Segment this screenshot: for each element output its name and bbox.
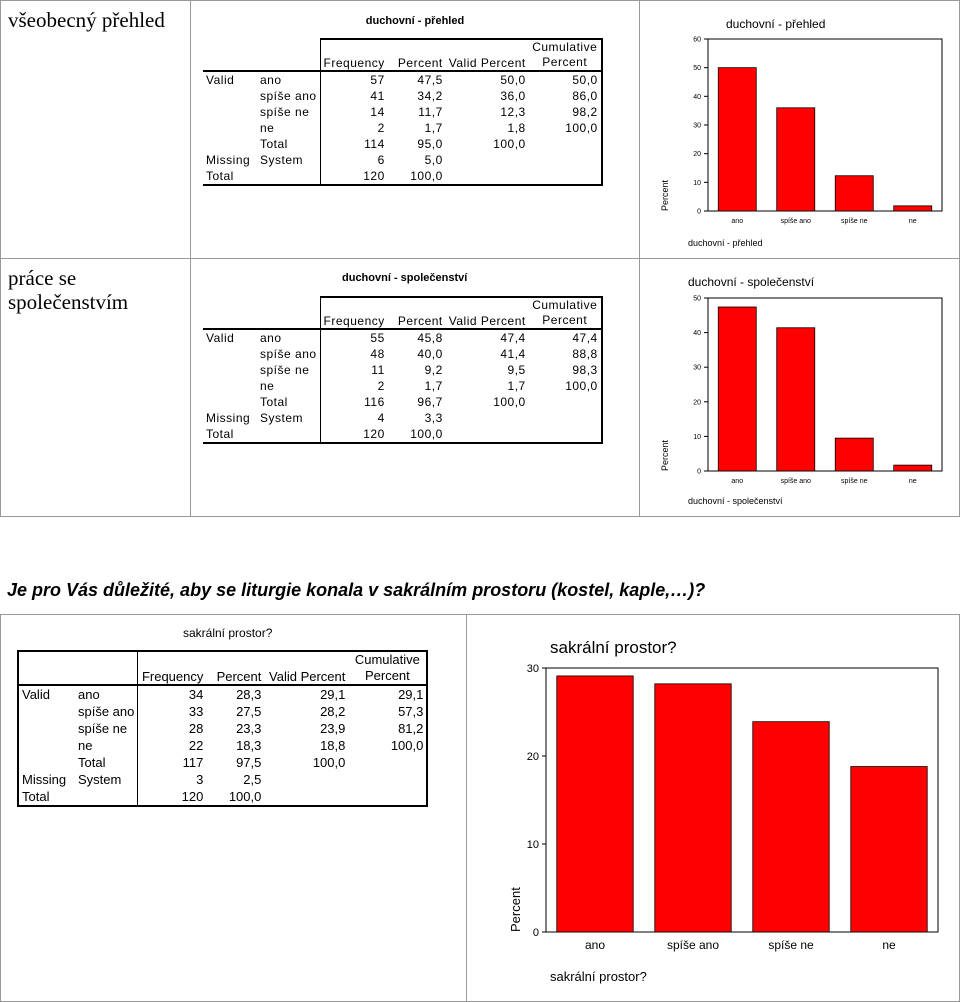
bar <box>655 684 731 932</box>
table-cell <box>264 788 348 806</box>
grid-line <box>0 0 960 1</box>
table-cell <box>348 788 427 806</box>
table-cell: System <box>257 152 320 168</box>
cumulative-line: Percent <box>542 55 588 69</box>
x-category-label: ano <box>584 938 606 952</box>
table-cell: ne <box>257 120 320 136</box>
table-cell <box>18 754 75 771</box>
y-tick-label: 30 <box>693 364 701 372</box>
table-row <box>18 737 427 754</box>
table-cell: 2 <box>377 379 385 393</box>
table-cell: 45,8 <box>417 331 443 345</box>
bar <box>894 206 932 211</box>
table-cell: 100,0 <box>529 120 602 136</box>
table-header-cell <box>257 39 320 71</box>
x-axis-label: duchovní - společenství <box>688 496 783 506</box>
table-cell <box>203 136 257 152</box>
table-cell: ne <box>75 737 138 754</box>
table-cell: 47,4 <box>500 331 526 345</box>
table-cell: 29,1 <box>320 687 346 702</box>
y-tick-label: 40 <box>693 93 701 101</box>
table-cell: 114 <box>364 137 385 151</box>
grid-line <box>0 614 960 615</box>
table-header-cell <box>18 651 75 685</box>
table-cell: Valid <box>18 685 75 703</box>
grid-line <box>0 0 1 516</box>
y-tick-label: 40 <box>693 330 701 338</box>
table-cell <box>529 426 602 443</box>
table-cell: 120 <box>320 426 388 443</box>
table-cell: 95,0 <box>417 137 443 151</box>
bar <box>777 108 815 211</box>
table-row <box>18 720 427 737</box>
table-header-row <box>203 39 602 71</box>
table-cell: 9,5 <box>507 363 526 377</box>
table-cell: 29,1 <box>348 685 427 703</box>
table-grid <box>17 650 428 807</box>
table-cell: Total <box>203 426 257 443</box>
table-cell: 100,0 <box>529 378 602 394</box>
x-category-label: ne <box>882 938 896 952</box>
table-header-cell <box>257 297 320 329</box>
table-cell: 88,8 <box>529 346 602 362</box>
table-header-cell: Percent <box>388 39 446 71</box>
table-header-cell <box>529 297 602 329</box>
table-cell: 6 <box>377 153 385 167</box>
table-row <box>203 329 602 346</box>
cumulative-line: Percent <box>364 668 410 683</box>
table-cell <box>18 703 75 720</box>
category-label: všeobecný přehled <box>8 8 165 32</box>
table-cell <box>203 346 257 362</box>
table-cell: 41,4 <box>500 347 526 361</box>
table-cell: 55 <box>370 331 385 345</box>
table-cell: 57 <box>370 73 385 87</box>
table-cell: 120 <box>138 788 207 806</box>
x-axis-label: sakrální prostor? <box>550 969 647 984</box>
table-cell: 18,3 <box>236 738 262 753</box>
bar <box>835 176 873 211</box>
table-header-cell: Percent <box>206 651 264 685</box>
x-category-label: spíše ano <box>780 218 811 225</box>
table-row <box>203 136 602 152</box>
table-row <box>18 754 427 771</box>
x-category-label: spíše ano <box>666 938 720 952</box>
table-cell <box>529 410 602 426</box>
table-cell: 100,0 <box>312 755 346 770</box>
table-cell: 11,7 <box>418 105 443 119</box>
grid-line <box>0 258 960 259</box>
table-cell <box>203 394 257 410</box>
y-axis-label: Percent <box>660 179 670 211</box>
table-cell: 100,0 <box>493 137 526 151</box>
table-cell: 50,0 <box>500 73 526 87</box>
x-category-label: ano <box>731 218 744 225</box>
table-cell: 100,0 <box>388 168 446 185</box>
x-category-label: spíše ne <box>841 478 868 485</box>
bar <box>894 465 932 471</box>
table-cell: 97,5 <box>236 755 262 770</box>
table-cell: 98,2 <box>529 104 602 120</box>
table-cell: 47,4 <box>529 329 602 346</box>
table-row <box>203 346 602 362</box>
table-cell: 100,0 <box>206 788 264 806</box>
table-cell: ano <box>75 685 138 703</box>
bar <box>777 328 815 471</box>
bar-chart-spolecenstvi <box>650 268 950 508</box>
table-cell: ne <box>257 378 320 394</box>
table-header-row <box>18 651 427 685</box>
table-cell <box>446 168 529 185</box>
table-body <box>203 329 602 443</box>
table-cell: Missing <box>18 771 75 788</box>
table-cell: 96,7 <box>417 395 443 409</box>
table-cell <box>529 168 602 185</box>
table-header-cell: Valid Percent <box>264 651 348 685</box>
table-cell: 36,0 <box>500 89 526 103</box>
table-title: duchovní - přehled <box>365 15 465 27</box>
y-tick-label: 0 <box>697 208 701 216</box>
x-category-label: ne <box>908 478 917 485</box>
table-row <box>203 394 602 410</box>
grid-line <box>190 0 191 516</box>
table-cell: Missing <box>206 153 251 167</box>
table-cell: 48 <box>370 347 385 361</box>
table-header-cell: Valid Percent <box>446 297 529 329</box>
cumulative-line: Cumulative <box>532 40 598 54</box>
table-header-cell <box>203 39 257 71</box>
table-cell: 5,0 <box>424 153 443 167</box>
table-cell <box>529 152 602 168</box>
table-cell: Total <box>18 788 75 806</box>
table-cell: 100,0 <box>388 426 446 443</box>
table-cell: 33 <box>188 704 204 719</box>
table-cell: 117 <box>182 755 204 770</box>
table-cell: spíše ne <box>75 720 138 737</box>
table-cell <box>18 720 75 737</box>
table-cell <box>257 426 320 443</box>
table-row <box>18 685 427 703</box>
grid-line <box>0 614 1 1002</box>
bar <box>718 68 756 211</box>
cumulative-line: Cumulative <box>532 298 598 312</box>
table-cell <box>18 737 75 754</box>
table-cell: 100,0 <box>348 737 427 754</box>
table-cell: Valid <box>206 73 235 87</box>
table-cell: 1,7 <box>424 121 443 135</box>
x-category-label: spíše ne <box>768 938 814 952</box>
table-cell <box>264 771 348 788</box>
table-row <box>203 362 602 378</box>
y-tick-label: 10 <box>526 838 539 851</box>
table-cell: 2,5 <box>243 772 262 787</box>
cumulative-line: Cumulative <box>354 652 420 667</box>
cumulative-line: Percent <box>542 313 588 327</box>
table-cell <box>348 771 427 788</box>
y-tick-label: 10 <box>693 179 701 187</box>
table-cell: 11 <box>371 363 385 377</box>
table-cell: 81,2 <box>348 720 427 737</box>
table-cell: 3,3 <box>424 411 443 425</box>
table-header-cell <box>348 651 427 685</box>
table-cell: System <box>257 410 320 426</box>
table-cell: 14 <box>370 105 385 119</box>
bar-chart-sakralni <box>480 625 950 995</box>
table-cell <box>203 362 257 378</box>
table-cell: 86,0 <box>529 88 602 104</box>
table-cell: 23,3 <box>236 721 262 736</box>
table-row <box>203 378 602 394</box>
question-heading: Je pro Vás důležité, aby se liturgie konala v sakrálním prostoru (kostel, kaple,…)? <box>7 580 706 600</box>
chart-title: sakrální prostor? <box>550 638 677 657</box>
y-axis-label: Percent <box>508 887 523 932</box>
chart-title: duchovní - společenství <box>688 275 815 289</box>
bar <box>835 438 873 471</box>
table-cell: Total <box>203 168 257 185</box>
table-header-cell: Frequency <box>320 39 388 71</box>
table-cell: spíše ano <box>75 703 138 720</box>
grid-line <box>0 516 960 517</box>
table-cell: spíše ne <box>257 104 320 120</box>
table-cell: 40,0 <box>417 347 443 361</box>
table-row <box>203 152 602 168</box>
table-header-cell: Valid Percent <box>446 39 529 71</box>
frequency-table <box>203 38 603 186</box>
table-cell <box>348 754 427 771</box>
chart-title: duchovní - přehled <box>726 17 826 31</box>
table-row <box>203 410 602 426</box>
frequency-table <box>203 296 603 444</box>
table-cell: Valid <box>206 331 235 345</box>
table-cell <box>529 394 602 410</box>
table-cell: Total <box>257 394 320 410</box>
table-body <box>18 685 427 806</box>
table-row <box>203 120 602 136</box>
table-cell <box>529 136 602 152</box>
table-cell: 23,9 <box>320 721 346 736</box>
table-row <box>18 771 427 788</box>
bar-chart-prehled <box>650 10 950 250</box>
table-cell: 3 <box>196 772 204 787</box>
x-category-label: spíše ano <box>780 478 811 485</box>
table-cell: 1,7 <box>424 379 443 393</box>
table-title: sakrální prostor? <box>183 626 273 640</box>
table-cell: 57,3 <box>348 703 427 720</box>
bar <box>851 767 927 932</box>
table-row <box>203 88 602 104</box>
table-cell: System <box>75 771 138 788</box>
table-cell <box>203 104 257 120</box>
table-cell <box>203 120 257 136</box>
x-axis-label: duchovní - přehled <box>688 238 763 248</box>
table-cell <box>75 788 138 806</box>
table-header-cell <box>75 651 138 685</box>
table-cell: 41 <box>370 89 385 103</box>
table-cell: 28,3 <box>236 687 262 702</box>
table-cell: 27,5 <box>236 704 262 719</box>
table-grid <box>203 296 603 444</box>
table-cell: 4 <box>377 411 385 425</box>
y-tick-label: 50 <box>693 295 701 303</box>
table-header-cell <box>203 297 257 329</box>
table-row <box>203 104 602 120</box>
table-body <box>203 71 602 185</box>
table-cell: 116 <box>364 395 385 409</box>
table-cell: 34,2 <box>417 89 443 103</box>
category-label: práce se společenstvím <box>8 266 129 314</box>
table-row <box>203 71 602 88</box>
x-category-label: spíše ne <box>841 218 868 225</box>
table-cell: 28,2 <box>320 704 346 719</box>
y-axis-label: Percent <box>660 439 670 471</box>
y-tick-label: 10 <box>693 433 701 441</box>
table-cell <box>203 378 257 394</box>
table-cell: 47,5 <box>417 73 443 87</box>
y-tick-label: 60 <box>693 36 701 44</box>
table-row <box>18 703 427 720</box>
table-cell <box>446 152 529 168</box>
table-row <box>203 168 602 185</box>
y-tick-label: 50 <box>693 65 701 73</box>
table-cell: 98,3 <box>529 362 602 378</box>
y-tick-label: 0 <box>532 926 539 939</box>
table-cell: 22 <box>188 738 204 753</box>
table-cell: 1,7 <box>507 379 526 393</box>
table-header-cell: Percent <box>388 297 446 329</box>
table-cell <box>203 88 257 104</box>
table-cell: Total <box>257 136 320 152</box>
table-title: duchovní - společenství <box>342 272 468 284</box>
table-cell <box>446 410 529 426</box>
table-header-cell <box>529 39 602 71</box>
table-cell: 9,2 <box>424 363 443 377</box>
table-cell: 12,3 <box>500 105 526 119</box>
bar <box>753 722 829 932</box>
y-tick-label: 20 <box>693 399 701 407</box>
table-cell: 18,8 <box>320 738 346 753</box>
table-cell: 120 <box>320 168 388 185</box>
table-cell: 1,8 <box>507 121 526 135</box>
y-tick-label: 0 <box>697 468 701 476</box>
table-cell <box>446 426 529 443</box>
table-cell: spíše ano <box>257 88 320 104</box>
table-cell: Total <box>75 754 138 771</box>
table-header-cell: Frequency <box>320 297 388 329</box>
table-cell: Missing <box>206 411 251 425</box>
table-cell: ano <box>257 71 320 88</box>
table-cell: 34 <box>188 687 204 702</box>
table-row <box>203 426 602 443</box>
table-cell: spíše ne <box>257 362 320 378</box>
table-cell: ano <box>257 329 320 346</box>
table-grid <box>203 38 603 186</box>
bar <box>718 307 756 471</box>
table-cell <box>257 168 320 185</box>
y-tick-label: 20 <box>526 750 539 763</box>
table-cell: spíše ano <box>257 346 320 362</box>
x-category-label: ne <box>908 218 917 225</box>
frequency-table <box>17 650 428 807</box>
y-tick-label: 30 <box>693 122 701 130</box>
table-cell: 28 <box>188 721 204 736</box>
table-header-row <box>203 297 602 329</box>
grid-line <box>639 0 640 516</box>
table-cell: 50,0 <box>529 71 602 88</box>
table-row <box>18 788 427 806</box>
y-tick-label: 30 <box>526 662 539 675</box>
y-tick-label: 20 <box>693 151 701 159</box>
grid-line <box>466 614 467 1002</box>
table-cell: 100,0 <box>493 395 526 409</box>
x-category-label: ano <box>731 478 744 485</box>
table-header-cell: Frequency <box>138 651 207 685</box>
table-cell: 2 <box>377 121 385 135</box>
bar <box>557 676 633 932</box>
